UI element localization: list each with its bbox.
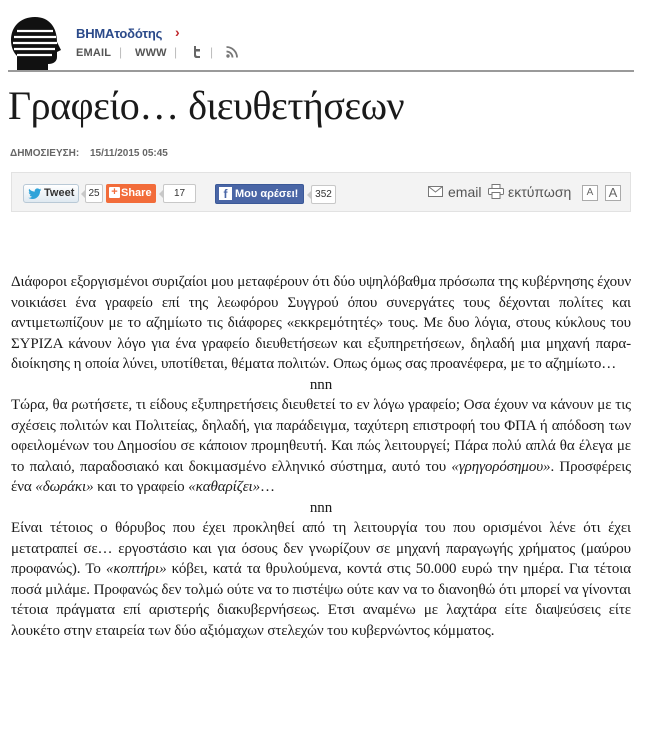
text-run: Είναι τέτοιος ο θόρυβος που έχει προκληθεί από τη λειτουργία του που ορισμένοι λένε ότι έχει μετατραπεί σε… εργοστάσιο και για όσους δεν γνωρίζουν σε μηχανή παραγωγής χρήματος (μαύρου προφανώς). Το xyxy=(11,520,631,577)
font-increase-button[interactable]: A xyxy=(605,185,621,201)
share-count: 17 xyxy=(163,184,196,203)
author-arrow-icon[interactable]: › xyxy=(175,24,180,40)
tweet-count: 25 xyxy=(85,184,103,203)
facebook-icon: f xyxy=(219,187,232,200)
facebook-like-count: 352 xyxy=(311,185,336,204)
author-name[interactable]: ΒΗΜΑτοδότης xyxy=(76,26,163,41)
header-separator: | xyxy=(174,45,178,59)
article-paragraph: Διάφοροι εξοργισμένοι συριζαίοι μου μεταφέρουν ότι δύο υψηλόβαθμα πρόσωπα της κυβέρνησης έχουν νοικιάσει ένα γραφείο επί της λεωφόρου Συγγρού όπου συνεργάτες τους δέχονται πολίτες και αντιμετωπίζουν με το αζημίωτο τις διάφορες «εκκρεμότητές» τους. Με δυο λόγια, στους κύκλους του ΣΥΡΙΖΑ κάνουν λόγο για ένα γραφείο διευθετήσεων και εξυπηρετήσεων, δηλαδή μια μηχανή παρα-διοίκησης η οποία λύνει, υποτίθεται, θέματα πολιτών. Οπως όμως σας προανέφερα, με το αζημίωτο… xyxy=(11,274,631,372)
text-run: και το γραφείο xyxy=(93,479,189,495)
share-button[interactable] xyxy=(106,184,156,203)
author-www-link[interactable]: WWW xyxy=(135,47,167,59)
tweet-label: Tweet xyxy=(44,187,75,199)
italic-text: «κοπτήρι» xyxy=(105,561,167,577)
section-separator: nnn xyxy=(309,499,333,516)
share-label: Share xyxy=(121,187,152,199)
plus-icon: + xyxy=(109,187,120,198)
article-paragraph xyxy=(11,518,631,641)
text-run: . Προσφέρεις ένα xyxy=(11,458,631,495)
header-divider xyxy=(8,70,634,72)
email-icon[interactable] xyxy=(428,186,443,197)
print-icon[interactable] xyxy=(488,184,504,199)
facebook-like-button[interactable] xyxy=(215,184,304,204)
section-separator: nnn xyxy=(309,376,333,393)
publish-label: ΔΗΜΟΣΙΕΥΣΗ: xyxy=(10,148,80,159)
italic-text: «γρηγορόσημου» xyxy=(451,458,551,475)
header-separator: | xyxy=(119,45,123,59)
italic-text: «καθαρίζει» xyxy=(188,479,260,495)
text-run: κόβει, κατά τα θρυλούμενα, κοντά στις 50.000 ευρώ την ημέρα. Για τέτοια ποσά μιλάμε. Προφανώς δεν τολμώ ούτε να το πιστέψω ούτε καν να το διανοηθώ ότι μπορεί να γίνονται τέτοια πράγματα επί αριστερής διακυβερνήσεως. Ετσι αναμένω με λαχτάρα είτε διαψεύσεις είτε λουκέτο στην εταιρεία των δύο αξιόμαχων στελεχών του κυβερνώντος κόμματος. xyxy=(11,561,631,639)
italic-text: «δωράκι» xyxy=(35,479,94,495)
rss-icon[interactable] xyxy=(225,45,239,59)
article-body xyxy=(11,272,631,641)
author-email-link[interactable]: EMAIL xyxy=(76,47,112,59)
tweet-button[interactable] xyxy=(23,184,79,203)
author-avatar xyxy=(8,15,62,73)
facebook-like-label: Μου αρέσει! xyxy=(235,188,299,200)
article-title: Γραφείο… διευθετήσεων xyxy=(8,83,405,128)
twitter-bird-icon xyxy=(28,188,42,200)
twitter-icon[interactable] xyxy=(190,45,204,59)
text-run: Τώρα, θα ρωτήσετε, τι είδους εξυπηρετήσεις διευθετεί το εν λόγω γραφείο; Οσα έχουν να κάνουν με τις σχέσεις πολιτών και Πολιτείας, δηλαδή, για παράδειγμα, ταχύτερη επιστροφή του ΦΠΑ ή απόδοση των οφειλομένων του Δημοσίου σε κάποιον προμηθευτή. Και πώς λειτουργεί; Πάρα πολύ απλά θα έλεγα με το παλαιό, παραδοσιακό και δοκιμασμένο ελληνικό σύστημα, αυτό του xyxy=(11,397,631,475)
text-run: … xyxy=(259,479,275,495)
print-link[interactable]: εκτύπωση xyxy=(508,184,572,200)
header-separator: | xyxy=(210,45,214,59)
font-decrease-button[interactable]: A xyxy=(582,185,598,201)
email-link[interactable]: email xyxy=(448,184,482,200)
publish-date: 15/11/2015 05:45 xyxy=(89,148,168,159)
publish-info xyxy=(10,148,176,159)
article-paragraph xyxy=(11,395,631,498)
